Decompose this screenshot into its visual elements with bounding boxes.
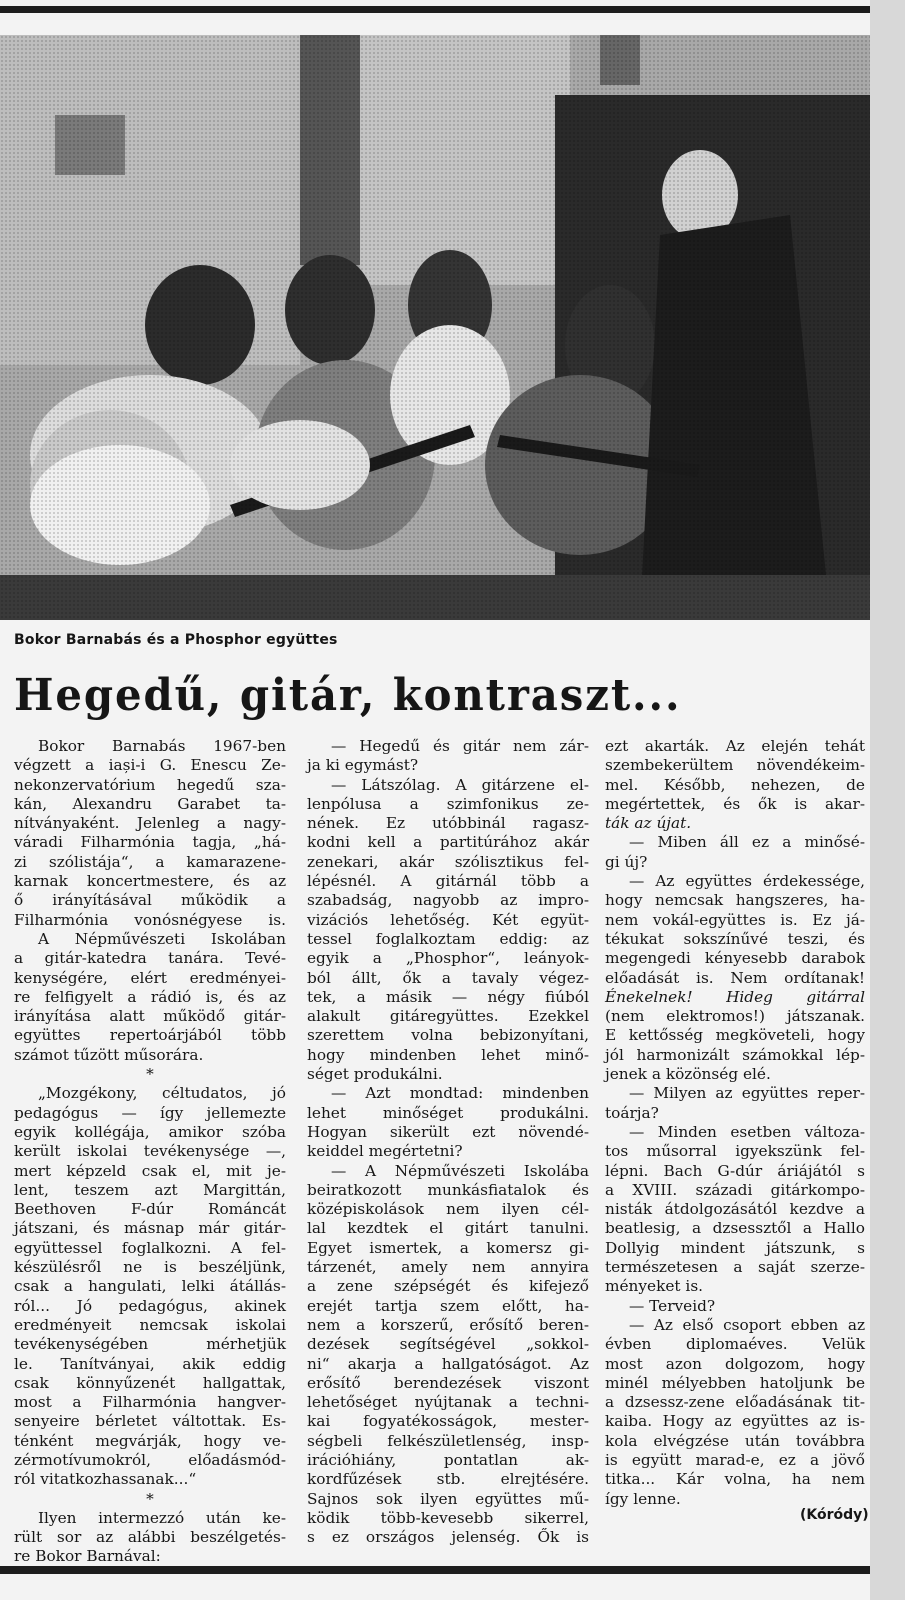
article-line: alakult gitáregyüttes. Ezekkel [307, 1007, 589, 1026]
article-line: A Népművészeti Iskolában [38, 929, 286, 948]
article-line: Beethoven F-dúr Románcát [14, 1200, 286, 1219]
article-line: vizációs lehetőség. Két együt- [307, 910, 589, 929]
article-line: zérmotívumokról, előadásmód- [14, 1450, 286, 1469]
article-column-2 [307, 737, 589, 1547]
article-line: hogy nemcsak hangszeres, ha- [605, 891, 865, 910]
article-line: E kettősség megköveteli, hogy [605, 1026, 865, 1045]
article-line: is együtt marad-e, ez a jövő [605, 1450, 865, 1469]
article-line: „Mozgékony, céltudatos, jó [38, 1084, 286, 1103]
article-line: tos műsorral igyekszünk fel- [605, 1142, 865, 1161]
article-line: a XVIII. századi gitárkompo- [605, 1180, 865, 1199]
article-line: ja ki egymást? [307, 756, 419, 775]
article-line: játszani, és másnap már gitár- [14, 1219, 286, 1238]
article-line: évben diplomaéves. Velük [605, 1335, 865, 1354]
article-column-3 [605, 737, 865, 1509]
article-line: — A Népművészeti Iskolába [331, 1161, 589, 1180]
article-line: nítványaként. Jelenleg a nagy- [14, 814, 286, 833]
article-line: nem a korszerű, erősítő beren- [307, 1315, 589, 1334]
article-line: Sajnos sok ilyen együttes mű- [307, 1489, 589, 1508]
article-line: a zene szépségét és kifejező [307, 1277, 589, 1296]
bottom-rule [0, 1566, 870, 1574]
article-line: került iskolai tevékenysége —, [14, 1142, 286, 1161]
article-line: re felfigyelt a rádió is, és az [14, 987, 286, 1006]
article-line: számot tűzött műsorára. [14, 1045, 204, 1064]
article-line: kenységére, elért eredményei- [14, 968, 286, 987]
article-line: Énekelnek! Hideg gitárral [605, 987, 865, 1006]
article-line: Dollyig mindent játszunk, s [605, 1238, 865, 1257]
article-line: keiddel megértetni? [307, 1142, 463, 1161]
article-line: váradi Filharmónia tagja, „há- [14, 833, 286, 852]
article-line: dezések segítségével „sokkol- [307, 1335, 589, 1354]
top-rule [0, 6, 870, 13]
article-line: zenekari, akár szólisztikus fel- [307, 852, 589, 871]
article-line: szerettem volna bebizonyítani, [307, 1026, 589, 1045]
article-line: beatlesig, a dzsessztől a Hallo [605, 1219, 865, 1238]
article-line: tessel foglalkoztam eddig: az [307, 929, 589, 948]
article-line: csak könnyűzenét hallgattak, [14, 1373, 286, 1392]
article-line: hogy mindenben lehet minő- [307, 1045, 589, 1064]
article-line: előadását is. Nem ordítanak! [605, 968, 865, 987]
photo-illustration [0, 35, 870, 620]
article-line: tárzenét, amely nem annyira [307, 1258, 589, 1277]
article-line: ezt akarták. Az elején tehát [605, 737, 865, 755]
article-line: végzett a iași-i G. Enescu Ze- [14, 756, 286, 775]
article-line: kai fogyatékosságok, mester- [307, 1412, 589, 1431]
article-line: a dzsessz-zene előadásának tit- [605, 1393, 865, 1412]
article-line: karnak koncertmestere, és az [14, 872, 286, 891]
article-line: re Bokor Barnával: [14, 1547, 161, 1566]
photo-guitar-ensemble [0, 35, 870, 620]
article-line: le. Tanítványai, akik eddig [14, 1354, 286, 1373]
article-line: irányítása alatt működő gitár- [14, 1007, 286, 1026]
article-line: együttes repertoárjából több [14, 1026, 286, 1045]
article-line: * [146, 1489, 154, 1508]
article-line: erősítő berendezések viszont [307, 1373, 589, 1392]
article-line: lehet minőséget produkálni. [307, 1103, 589, 1122]
article-line: készülésről ne is beszéljünk, [14, 1258, 286, 1277]
article-line: toárja? [605, 1103, 659, 1122]
article-line: ségbeli felkészületlenség, insp- [307, 1431, 589, 1450]
author-signature: (Kóródy) [800, 1507, 869, 1523]
photo-caption: Bokor Barnabás és a Phosphor együttes [14, 632, 338, 648]
article-line: — Az együttes érdekessége, [629, 872, 865, 891]
article-line: jól harmonizált számokkal lép- [605, 1045, 865, 1064]
article-line: minél mélyebben hatoljunk be [605, 1373, 865, 1392]
article-line: most azon dolgozom, hogy [605, 1354, 865, 1373]
article-line: ról... Jó pedagógus, akinek [14, 1296, 286, 1315]
article-line: szabadság, nagyobb az impro- [307, 891, 589, 910]
article-line: — Miben áll ez a minősé- [629, 833, 865, 852]
article-line: nének. Ez utóbbinál ragasz- [307, 814, 589, 833]
article-line: — Látszólag. A gitárzene el- [331, 775, 589, 794]
article-line: mert képzeld csak el, mit je- [14, 1161, 286, 1180]
article-line: szembekerültem növendékeim- [605, 756, 865, 775]
article-line: így lenne. [605, 1489, 681, 1508]
article-line: lal kezdtek el gitárt tanulni. [307, 1219, 589, 1238]
article-line: ködik több-kevesebb sikerrel, [307, 1508, 589, 1527]
article-line: tékukat sokszínűvé teszi, és [605, 929, 865, 948]
article-line: jenek a közönség elé. [605, 1065, 771, 1084]
article-line: beiratkozott munkásfiatalok és [307, 1180, 589, 1199]
article-line: kodni kell a partitúrához akár [307, 833, 589, 852]
article-line: irációhiány, pontatlan ak- [307, 1450, 589, 1469]
article-line: nem vokál-együttes is. Ez já- [605, 910, 865, 929]
article-line: Filharmónia vonósnégyese is. [14, 910, 286, 929]
article-line: egyik a „Phosphor“, leányok- [307, 949, 589, 968]
article-line: tevékenységében mérhetjük [14, 1335, 286, 1354]
article-line: (nem elektromos!) játszanak. [605, 1007, 865, 1026]
article-line: ból állt, ők a tavaly végez- [307, 968, 589, 987]
article-line: senyeire bérletet váltottak. Es- [14, 1412, 286, 1431]
article-line: nekonzervatórium hegedű sza- [14, 775, 286, 794]
article-line: csak a hangulati, lelki átállás- [14, 1277, 286, 1296]
article-line: séget produkálni. [307, 1065, 443, 1084]
article-line: egyik kollégája, amikor szóba [14, 1122, 286, 1141]
article-line: ményeket is. [605, 1277, 704, 1296]
article-line: — Az első csoport ebben az [629, 1315, 865, 1334]
article-line: — Terveid? [629, 1296, 716, 1315]
article-line: zi szólistája“, a kamarazene- [14, 852, 286, 871]
article-line: — Azt mondtad: mindenben [331, 1084, 589, 1103]
paper-edge [870, 0, 905, 1600]
article-line: kán, Alexandru Garabet ta- [14, 794, 286, 813]
article-line: Hogyan sikerült ezt növendé- [307, 1122, 589, 1141]
article-line: most a Filharmónia hangver- [14, 1393, 286, 1412]
article-line: kaiba. Hogy az együttes az is- [605, 1412, 865, 1431]
article-line: — Minden esetben változa- [629, 1122, 865, 1141]
article-line: Ilyen intermezzó után ke- [38, 1508, 286, 1527]
article-line: eredményeit nemcsak iskolai [14, 1315, 286, 1334]
article-line: — Milyen az együttes reper- [629, 1084, 865, 1103]
article-line: erejét tartja szem előtt, ha- [307, 1296, 589, 1315]
headline: Hegedű, gitár, kontraszt... [14, 670, 682, 721]
article-column-1 [14, 737, 286, 1567]
article-line: lépni. Bach G-dúr áriájától s [605, 1161, 865, 1180]
article-line: nisták átdolgozásától kezdve a [605, 1200, 865, 1219]
article-line: pedagógus — így jellemezte [14, 1103, 286, 1122]
article-line: együttessel foglalkozni. A fel- [14, 1238, 286, 1257]
article-line: tek, a másik — négy fiúból [307, 987, 589, 1006]
article-line: kola elvégzése után továbbra [605, 1431, 865, 1450]
article-line: ténként megvárják, hogy ve- [14, 1431, 286, 1450]
article-line: megengedi kényesebb darabok [605, 949, 865, 968]
article-line: ták az újat. [605, 814, 692, 833]
article-line: titka... Kár volna, ha nem [605, 1470, 865, 1489]
article-line: Bokor Barnabás 1967-ben [38, 737, 286, 755]
article-line: lehetőséget nyújtanak a techni- [307, 1393, 589, 1412]
article-line: ő irányításával működik a [14, 891, 286, 910]
article-line: — Hegedű és gitár nem zár- [331, 737, 589, 755]
article-line: mel. Később, nehezen, de [605, 775, 865, 794]
article-line: megértettek, és ők is akar- [605, 794, 865, 813]
article-line: rült sor az alábbi beszélgetés- [14, 1528, 286, 1547]
article-line: lenpólusa a szimfonikus ze- [307, 794, 589, 813]
article-line: gi új? [605, 852, 648, 871]
article-line: kordfűzések stb. elrejtésére. [307, 1470, 589, 1489]
article-line: a gitár-katedra tanára. Tevé- [14, 949, 286, 968]
article-line: * [146, 1065, 154, 1084]
article-line: lent, teszem azt Margittán, [14, 1180, 286, 1199]
article-line: ni“ akarja a hallgatóságot. Az [307, 1354, 589, 1373]
article-line: Egyet ismertek, a komersz gi- [307, 1238, 589, 1257]
article-line: s ez országos jelenség. Ők is [307, 1528, 589, 1547]
article-line: természetesen a saját szerze- [605, 1258, 865, 1277]
article-line: ról vitatkozhassanak...“ [14, 1470, 197, 1489]
article-line: lépésnél. A gitárnál több a [307, 872, 589, 891]
article-line: középiskolások nem ilyen cél- [307, 1200, 589, 1219]
